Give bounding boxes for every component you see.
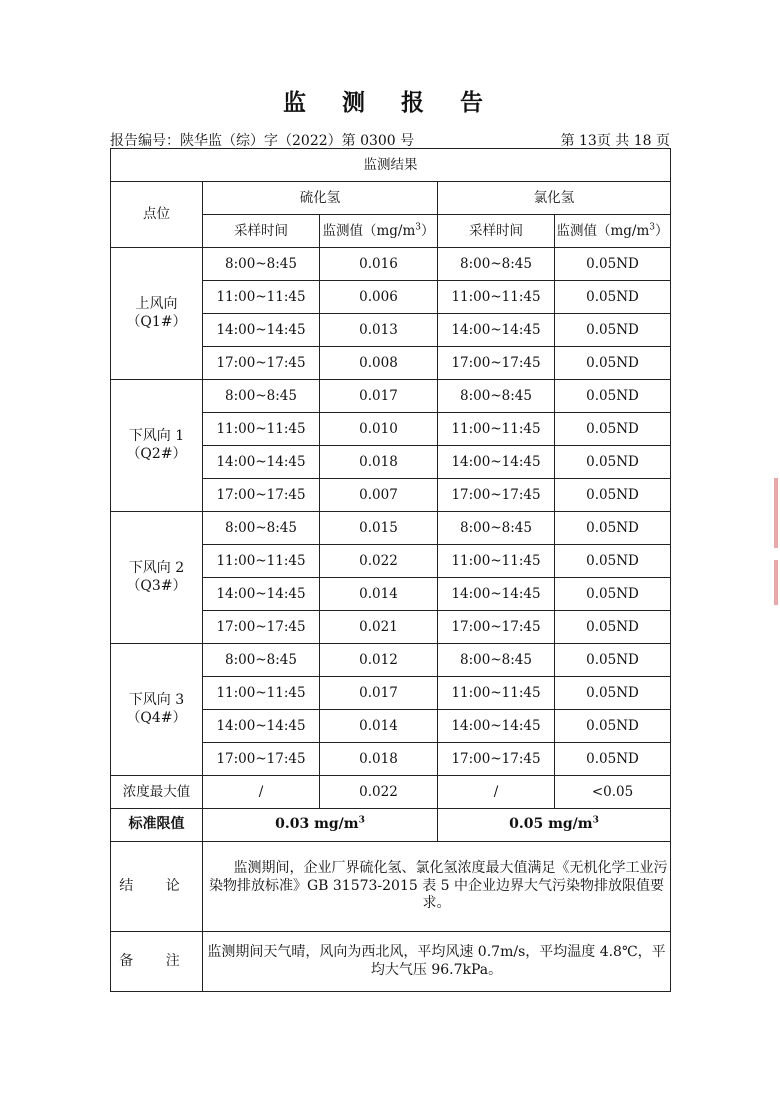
hcl-time-cell: 14:00~14:45 bbox=[438, 314, 555, 347]
h2s-sample-time-header: 采样时间 bbox=[203, 215, 320, 248]
point-id: （Q4#） bbox=[126, 709, 187, 726]
h2s-standard-limit bbox=[203, 809, 438, 842]
value-header-end: ） bbox=[421, 222, 435, 239]
h2s-time-cell: 14:00~14:45 bbox=[203, 314, 320, 347]
conclusion-label: 结 论 bbox=[111, 842, 203, 932]
h2s-time-cell: 17:00~17:45 bbox=[203, 479, 320, 512]
h2s-time-cell: 14:00~14:45 bbox=[203, 446, 320, 479]
max-h2s-time: / bbox=[203, 776, 320, 809]
hcl-limit-text: 0.05 mg/m bbox=[509, 816, 593, 833]
h2s-value-cell: 0.014 bbox=[320, 710, 438, 743]
hcl-value-cell: 0.05ND bbox=[555, 545, 671, 578]
max-hcl-time: / bbox=[438, 776, 555, 809]
h2s-header: 硫化氢 bbox=[203, 182, 438, 215]
h2s-value-cell: 0.017 bbox=[320, 380, 438, 413]
table-row bbox=[111, 248, 671, 281]
point-name: 下风向 1 bbox=[128, 428, 185, 444]
h2s-limit-sup: 3 bbox=[358, 815, 365, 826]
h2s-time-cell: 17:00~17:45 bbox=[203, 347, 320, 380]
point-name: 上风向 bbox=[135, 296, 178, 312]
h2s-time-cell: 8:00~8:45 bbox=[203, 248, 320, 281]
point-id: （Q2#） bbox=[126, 445, 187, 462]
h2s-time-cell: 14:00~14:45 bbox=[203, 710, 320, 743]
h2s-time-cell: 11:00~11:45 bbox=[203, 281, 320, 314]
hcl-time-cell: 17:00~17:45 bbox=[438, 479, 555, 512]
h2s-value-header bbox=[320, 215, 438, 248]
h2s-value-cell: 0.018 bbox=[320, 446, 438, 479]
hcl-time-cell: 8:00~8:45 bbox=[438, 512, 555, 545]
hcl-value-cell: 0.05ND bbox=[555, 248, 671, 281]
hcl-value-cell: 0.05ND bbox=[555, 611, 671, 644]
section-header: 监测结果 bbox=[111, 149, 671, 182]
value-header-text: 监测值（mg/m bbox=[556, 222, 650, 239]
h2s-value-cell: 0.015 bbox=[320, 512, 438, 545]
table-row bbox=[111, 512, 671, 545]
hcl-value-cell: 0.05ND bbox=[555, 644, 671, 677]
h2s-value-cell: 0.022 bbox=[320, 545, 438, 578]
value-header-sup: 3 bbox=[649, 222, 656, 233]
h2s-value-cell: 0.006 bbox=[320, 281, 438, 314]
h2s-time-cell: 17:00~17:45 bbox=[203, 743, 320, 776]
h2s-time-cell: 11:00~11:45 bbox=[203, 545, 320, 578]
h2s-value-cell: 0.012 bbox=[320, 644, 438, 677]
hcl-value-cell: 0.05ND bbox=[555, 413, 671, 446]
h2s-time-cell: 11:00~11:45 bbox=[203, 677, 320, 710]
page-number: 第 13页 共 18 页 bbox=[560, 133, 670, 149]
monitoring-point bbox=[111, 512, 203, 644]
value-header-sup: 3 bbox=[415, 222, 422, 233]
value-header-end: ） bbox=[655, 222, 669, 239]
max-h2s-value: 0.022 bbox=[320, 776, 438, 809]
monitoring-point bbox=[111, 248, 203, 380]
h2s-time-cell: 14:00~14:45 bbox=[203, 578, 320, 611]
hcl-value-cell: 0.05ND bbox=[555, 677, 671, 710]
hcl-time-cell: 11:00~11:45 bbox=[438, 545, 555, 578]
edge-stamp-mark bbox=[774, 560, 778, 605]
h2s-limit-text: 0.03 mg/m bbox=[275, 816, 359, 833]
report-number: 报告编号：陕华监（综）字（2022）第 0300 号 bbox=[110, 133, 415, 149]
value-header-text: 监测值（mg/m bbox=[322, 222, 416, 239]
hcl-time-cell: 17:00~17:45 bbox=[438, 743, 555, 776]
h2s-value-cell: 0.018 bbox=[320, 743, 438, 776]
remarks-label: 备 注 bbox=[111, 932, 203, 992]
h2s-value-cell: 0.016 bbox=[320, 248, 438, 281]
monitoring-point bbox=[111, 644, 203, 776]
h2s-value-cell: 0.014 bbox=[320, 578, 438, 611]
hcl-time-cell: 14:00~14:45 bbox=[438, 446, 555, 479]
monitoring-results-table bbox=[110, 148, 671, 992]
hcl-time-cell: 8:00~8:45 bbox=[438, 248, 555, 281]
hcl-time-cell: 14:00~14:45 bbox=[438, 710, 555, 743]
hcl-header: 氯化氢 bbox=[438, 182, 671, 215]
h2s-time-cell: 8:00~8:45 bbox=[203, 512, 320, 545]
edge-stamp-mark bbox=[774, 478, 778, 548]
hcl-value-cell: 0.05ND bbox=[555, 446, 671, 479]
hcl-time-cell: 11:00~11:45 bbox=[438, 281, 555, 314]
hcl-time-cell: 17:00~17:45 bbox=[438, 611, 555, 644]
max-value-label: 浓度最大值 bbox=[111, 776, 203, 809]
hcl-value-cell: 0.05ND bbox=[555, 380, 671, 413]
hcl-value-cell: 0.05ND bbox=[555, 512, 671, 545]
hcl-standard-limit bbox=[438, 809, 671, 842]
hcl-value-cell: 0.05ND bbox=[555, 710, 671, 743]
report-title: 监 测 报 告 bbox=[282, 89, 498, 116]
h2s-value-cell: 0.010 bbox=[320, 413, 438, 446]
point-name: 下风向 3 bbox=[128, 692, 185, 708]
hcl-time-cell: 17:00~17:45 bbox=[438, 347, 555, 380]
max-hcl-value: <0.05 bbox=[555, 776, 671, 809]
point-name: 下风向 2 bbox=[128, 560, 185, 576]
h2s-value-cell: 0.013 bbox=[320, 314, 438, 347]
hcl-value-header bbox=[555, 215, 671, 248]
point-id: （Q1#） bbox=[126, 313, 187, 330]
table-row bbox=[111, 644, 671, 677]
hcl-value-cell: 0.05ND bbox=[555, 578, 671, 611]
h2s-time-cell: 8:00~8:45 bbox=[203, 380, 320, 413]
hcl-time-cell: 8:00~8:45 bbox=[438, 380, 555, 413]
hcl-time-cell: 8:00~8:45 bbox=[438, 644, 555, 677]
hcl-time-cell: 11:00~11:45 bbox=[438, 413, 555, 446]
h2s-value-cell: 0.007 bbox=[320, 479, 438, 512]
h2s-value-cell: 0.017 bbox=[320, 677, 438, 710]
monitoring-point bbox=[111, 380, 203, 512]
conclusion-text: 监测期间，企业厂界硫化氢、氯化氢浓度最大值满足《无机化学工业污染物排放标准》GB 31573-2015 表 5 中企业边界大气污染物排放限值要求。 bbox=[203, 842, 671, 932]
hcl-limit-sup: 3 bbox=[592, 815, 599, 826]
hcl-value-cell: 0.05ND bbox=[555, 347, 671, 380]
table-row bbox=[111, 380, 671, 413]
hcl-sample-time-header: 采样时间 bbox=[438, 215, 555, 248]
h2s-time-cell: 17:00~17:45 bbox=[203, 611, 320, 644]
hcl-time-cell: 11:00~11:45 bbox=[438, 677, 555, 710]
h2s-value-cell: 0.008 bbox=[320, 347, 438, 380]
hcl-value-cell: 0.05ND bbox=[555, 479, 671, 512]
hcl-value-cell: 0.05ND bbox=[555, 743, 671, 776]
h2s-time-cell: 8:00~8:45 bbox=[203, 644, 320, 677]
hcl-value-cell: 0.05ND bbox=[555, 281, 671, 314]
h2s-time-cell: 11:00~11:45 bbox=[203, 413, 320, 446]
point-header: 点位 bbox=[111, 182, 203, 248]
remarks-text: 监测期间天气晴，风向为西北风，平均风速 0.7m/s，平均温度 4.8℃，平均大气压 96.7kPa。 bbox=[203, 932, 671, 992]
hcl-time-cell: 14:00~14:45 bbox=[438, 578, 555, 611]
point-id: （Q3#） bbox=[126, 577, 187, 594]
hcl-value-cell: 0.05ND bbox=[555, 314, 671, 347]
h2s-value-cell: 0.021 bbox=[320, 611, 438, 644]
standard-limit-label: 标准限值 bbox=[111, 809, 203, 842]
